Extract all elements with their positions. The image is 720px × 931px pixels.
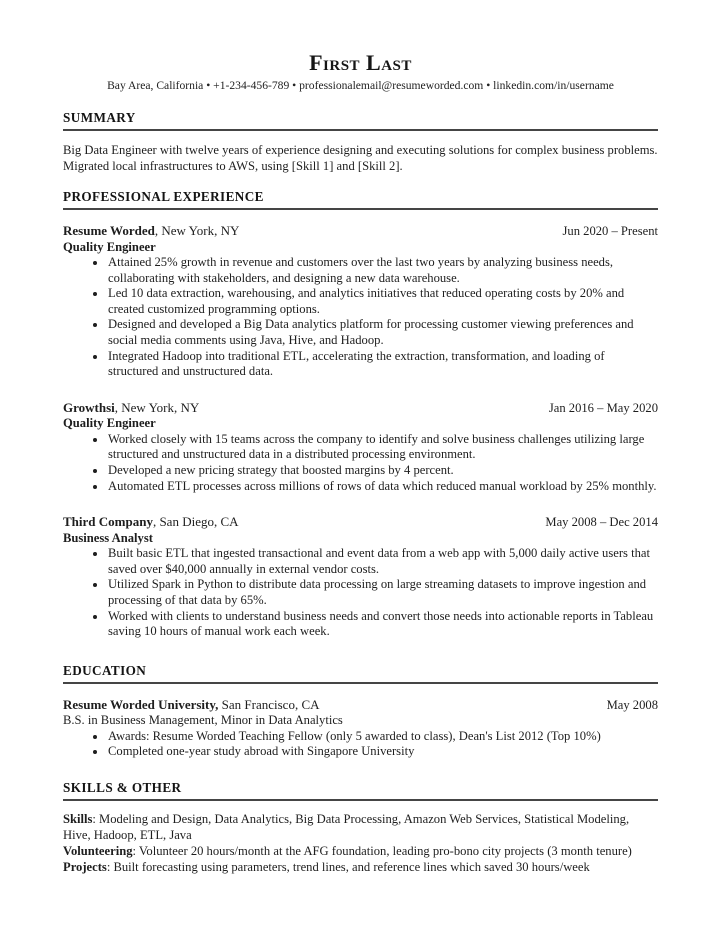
job-role: Business Analyst xyxy=(63,530,153,545)
education-bullet: • Awards: Resume Worded Teaching Fellow (only 5 awarded to class), Dean's List 2012 (Top 10%) xyxy=(107,729,658,745)
job-bullet: • Designed and developed a Big Data analytics platform for processing customer viewing preferences and social media comments using Java, Hive, and Hadoop. xyxy=(107,317,658,348)
volunteering-label: Volunteering xyxy=(63,843,133,858)
education-heading: EDUCATION xyxy=(63,663,658,684)
volunteering-line xyxy=(63,843,658,859)
job-entry xyxy=(63,514,658,640)
job-dates: Jan 2016 – May 2020 xyxy=(548,400,658,415)
job-bullet: • Utilized Spark in Python to distribute data processing on large streaming datasets to improve ingestion and processing of that data by 65%. xyxy=(107,577,658,608)
job-bullet-list xyxy=(63,546,658,640)
skills-block xyxy=(63,811,658,875)
job-entry xyxy=(63,223,658,380)
projects-label: Projects xyxy=(63,859,107,874)
resume-header xyxy=(63,50,658,93)
education-header xyxy=(63,697,658,714)
job-bullet: • Worked closely with 15 teams across the company to identify and solve business challenges utilizing large structured and unstructured data in a distributed processing environment. xyxy=(107,432,658,463)
skills-text: : Modeling and Design, Data Analytics, Big Data Processing, Amazon Web Services, Statistical Modeling, Hive, Hadoop, ETL, Java xyxy=(63,811,630,842)
section-skills xyxy=(63,780,658,875)
job-role: Quality Engineer xyxy=(63,239,156,254)
job-company-location xyxy=(63,223,239,239)
projects-line xyxy=(63,859,658,875)
volunteering-text: : Volunteer 20 hours/month at the AFG foundation, leading pro-bono city projects (3 month tenure) xyxy=(132,843,632,858)
job-company-location xyxy=(63,514,239,530)
job-location: , New York, NY xyxy=(154,223,240,238)
job-bullet: • Built basic ETL that ingested transactional and event data from a web app with 5,000 daily active users that saved over $40,000 annually in external vendor costs. xyxy=(107,546,658,577)
person-name: First Last xyxy=(309,50,412,75)
section-experience xyxy=(63,189,658,640)
job-dates: Jun 2020 – Present xyxy=(562,224,658,238)
skills-line xyxy=(63,811,658,843)
section-education xyxy=(63,663,658,760)
job-entry xyxy=(63,400,658,494)
skills-label: Skills xyxy=(63,811,93,826)
job-dates: May 2008 – Dec 2014 xyxy=(545,515,658,530)
job-company-location xyxy=(63,400,199,416)
job-bullet: • Automated ETL processes across millions of rows of data which reduced manual workload by 25% monthly. xyxy=(107,479,658,495)
skills-heading: SKILLS & OTHER xyxy=(63,780,658,801)
job-bullet-list xyxy=(63,432,658,494)
job-location: , San Diego, CA xyxy=(152,514,239,530)
job-role: Quality Engineer xyxy=(63,416,156,431)
education-location: San Francisco, CA xyxy=(218,696,320,712)
education-bullet: • Completed one-year study abroad with Singapore University xyxy=(107,744,658,760)
job-bullet: • Developed a new pricing strategy that boosted margins by 4 percent. xyxy=(107,463,658,479)
education-school-location xyxy=(63,697,320,713)
job-bullet: • Worked with clients to understand business needs and convert those needs into actionable reports in Tableau saving 10 hours of manual work each week. xyxy=(107,609,658,640)
education-school: Resume Worded University, xyxy=(63,696,219,712)
education-bullet-list xyxy=(63,729,658,760)
job-header xyxy=(63,223,658,240)
education-entry xyxy=(63,697,658,760)
job-company: Resume Worded xyxy=(63,223,155,238)
job-location: , New York, NY xyxy=(114,399,200,415)
job-bullet: • Attained 25% growth in revenue and customers over the last two years by analyzing business needs, collaborating with stakeholders, and designing a new data warehouse. xyxy=(107,255,658,286)
experience-heading: PROFESSIONAL EXPERIENCE xyxy=(63,189,658,210)
contact-line: Bay Area, California • +1-234-456-789 • professionalemail@resumeworded.com • linkedin.com/in/username xyxy=(107,79,614,92)
education-degree: B.S. in Business Management, Minor in Data Analytics xyxy=(63,713,343,728)
job-header xyxy=(63,400,658,417)
projects-text: : Built forecasting using parameters, trend lines, and reference lines which saved 30 hours/week xyxy=(106,859,590,874)
job-bullet: • Led 10 data extraction, warehousing, and analytics initiatives that reduced operating costs by 20% and created customized programming options. xyxy=(107,286,658,317)
section-summary xyxy=(63,110,658,174)
summary-heading: SUMMARY xyxy=(63,110,658,131)
summary-text: Big Data Engineer with twelve years of experience designing and executing solutions for complex business problems. Migrated local infrastructures to AWS, using [Skill 1] and [Skill 2]. xyxy=(63,143,658,173)
job-header xyxy=(63,514,658,531)
job-bullet: • Integrated Hadoop into traditional ETL, accelerating the extraction, transformation, and loading of structured and unstructured data. xyxy=(107,349,658,380)
education-date: May 2008 xyxy=(606,697,658,712)
job-company: Third Company xyxy=(63,514,153,530)
job-bullet-list xyxy=(63,255,658,380)
job-company: Growthsi xyxy=(63,399,115,415)
